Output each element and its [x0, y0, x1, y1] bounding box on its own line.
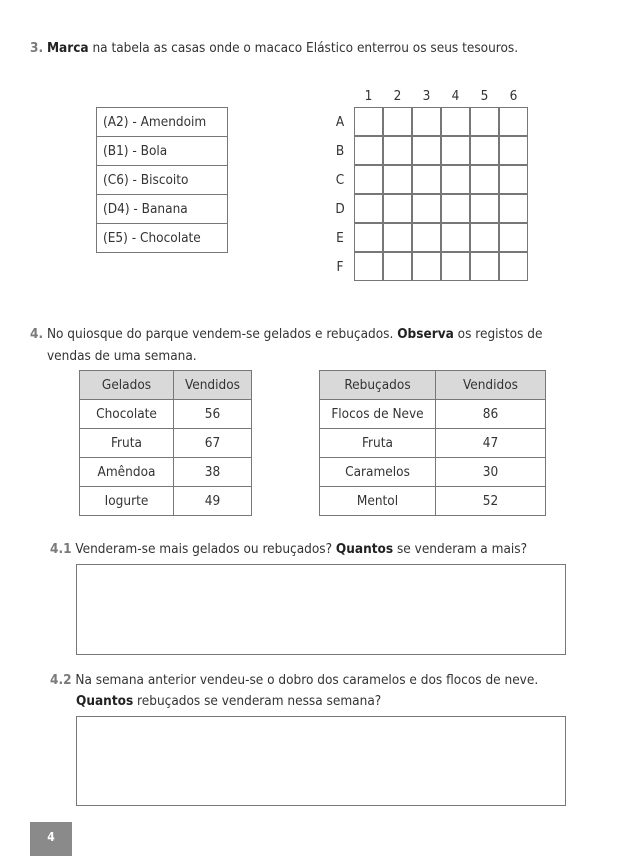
grid-cell[interactable]: [383, 165, 412, 194]
treasure-grid: [354, 107, 528, 281]
grid-cell[interactable]: [470, 165, 499, 194]
grid-row-label: C: [335, 172, 345, 188]
grid-column-label: 3: [422, 88, 431, 104]
grid-cell[interactable]: [499, 136, 528, 165]
grid-cell[interactable]: [412, 252, 441, 281]
gelados-table: [79, 370, 252, 516]
grid-cell[interactable]: [470, 252, 499, 281]
question-text: na tabela as casas onde o macaco Elástico enterrou os seus tesouros.: [88, 40, 519, 56]
question-text: os registos de: [453, 326, 543, 342]
instruction-verb: Marca: [46, 40, 89, 56]
grid-cell[interactable]: [354, 223, 383, 252]
page-number: 4: [30, 822, 72, 856]
treasure-list: [96, 107, 228, 253]
question-4-2-text: [50, 672, 538, 688]
question-4-1-text: [50, 541, 527, 557]
instruction-verb: Quantos: [76, 693, 134, 709]
table-cell: Mentol: [320, 487, 436, 516]
table-header: Gelados: [80, 371, 174, 400]
question-text: rebuçados se venderam nessa semana?: [133, 693, 382, 709]
table-cell: 47: [436, 429, 546, 458]
question-text: se venderam a mais?: [393, 541, 528, 557]
grid-row-label: A: [335, 114, 345, 130]
grid-cell[interactable]: [441, 194, 470, 223]
grid-cell[interactable]: [441, 165, 470, 194]
grid-cell[interactable]: [441, 252, 470, 281]
grid-cell[interactable]: [412, 165, 441, 194]
question-4-text: [30, 326, 542, 342]
grid-cell[interactable]: [470, 194, 499, 223]
table-cell: 86: [436, 400, 546, 429]
grid-row-label: B: [335, 143, 345, 159]
grid-row-label: E: [336, 230, 344, 246]
table-row: [320, 429, 546, 458]
grid-cell[interactable]: [499, 223, 528, 252]
grid-cell[interactable]: [412, 194, 441, 223]
grid-row-labels: [333, 107, 347, 281]
table-row: [80, 487, 252, 516]
table-cell: 49: [174, 487, 252, 516]
grid-cell[interactable]: [354, 194, 383, 223]
table-cell: Fruta: [80, 429, 174, 458]
table-row: [80, 429, 252, 458]
question-3-text: [30, 40, 518, 56]
instruction-verb: Quantos: [335, 541, 394, 557]
grid-cell[interactable]: [470, 107, 499, 136]
grid-cell[interactable]: [441, 136, 470, 165]
grid-cell[interactable]: [412, 136, 441, 165]
table-cell: 67: [174, 429, 252, 458]
question-text: Venderam-se mais gelados ou rebuçados?: [71, 541, 336, 557]
table-cell: 52: [436, 487, 546, 516]
grid-row-label: D: [335, 201, 345, 217]
answer-box-4-1[interactable]: [76, 564, 566, 655]
table-header: Vendidos: [436, 371, 546, 400]
question-4-text-line2: vendas de uma semana.: [47, 348, 197, 364]
grid-cell[interactable]: [354, 165, 383, 194]
table-row: [320, 400, 546, 429]
table-cell: Amêndoa: [80, 458, 174, 487]
table-cell: Fruta: [320, 429, 436, 458]
grid-column-labels: [354, 88, 528, 106]
question-number: 4.: [30, 326, 44, 342]
grid-cell[interactable]: [412, 223, 441, 252]
treasure-item: (E5) - Chocolate: [97, 224, 227, 253]
grid-cell[interactable]: [383, 252, 412, 281]
table-header: Rebuçados: [320, 371, 436, 400]
question-number: 4.2: [50, 672, 72, 688]
treasure-item: (A2) - Amendoim: [97, 108, 227, 137]
table-cell: 30: [436, 458, 546, 487]
grid-cell[interactable]: [383, 107, 412, 136]
grid-column-label: 4: [451, 88, 460, 104]
grid-cell[interactable]: [499, 194, 528, 223]
grid-column-label: 2: [393, 88, 402, 104]
question-number: 4.1: [50, 541, 72, 557]
instruction-verb: Observa: [397, 326, 454, 342]
question-4-2-text-line2: [76, 693, 381, 709]
grid-cell[interactable]: [354, 107, 383, 136]
table-row: [320, 458, 546, 487]
grid-row-label: F: [336, 259, 344, 275]
grid-cell[interactable]: [383, 223, 412, 252]
question-number: 3.: [30, 40, 44, 56]
table-cell: Chocolate: [80, 400, 174, 429]
treasure-item: (D4) - Banana: [97, 195, 227, 224]
question-text: No quiosque do parque vendem-se gelados e rebuçados.: [46, 326, 398, 342]
grid-cell[interactable]: [499, 107, 528, 136]
table-cell: Caramelos: [320, 458, 436, 487]
grid-cell[interactable]: [441, 223, 470, 252]
grid-cell[interactable]: [441, 107, 470, 136]
grid-cell[interactable]: [470, 223, 499, 252]
grid-column-label: 5: [480, 88, 489, 104]
grid-cell[interactable]: [412, 107, 441, 136]
table-cell: Flocos de Neve: [320, 400, 436, 429]
grid-cell[interactable]: [383, 136, 412, 165]
grid-column-label: 6: [509, 88, 518, 104]
grid-cell[interactable]: [354, 136, 383, 165]
treasure-item: (C6) - Biscoito: [97, 166, 227, 195]
grid-cell[interactable]: [470, 136, 499, 165]
table-cell: 56: [174, 400, 252, 429]
table-header: Vendidos: [174, 371, 252, 400]
grid-cell[interactable]: [354, 252, 383, 281]
rebucados-table: [319, 370, 546, 516]
question-text: Na semana anterior vendeu-se o dobro dos caramelos e dos flocos de neve.: [71, 672, 539, 688]
table-cell: Iogurte: [80, 487, 174, 516]
grid-column-label: 1: [364, 88, 373, 104]
grid-cell[interactable]: [499, 252, 528, 281]
table-cell: 38: [174, 458, 252, 487]
grid-cell[interactable]: [383, 194, 412, 223]
table-row: [320, 487, 546, 516]
grid-cell[interactable]: [499, 165, 528, 194]
treasure-item: (B1) - Bola: [97, 137, 227, 166]
table-row: [80, 400, 252, 429]
table-row: [80, 458, 252, 487]
answer-box-4-2[interactable]: [76, 716, 566, 806]
